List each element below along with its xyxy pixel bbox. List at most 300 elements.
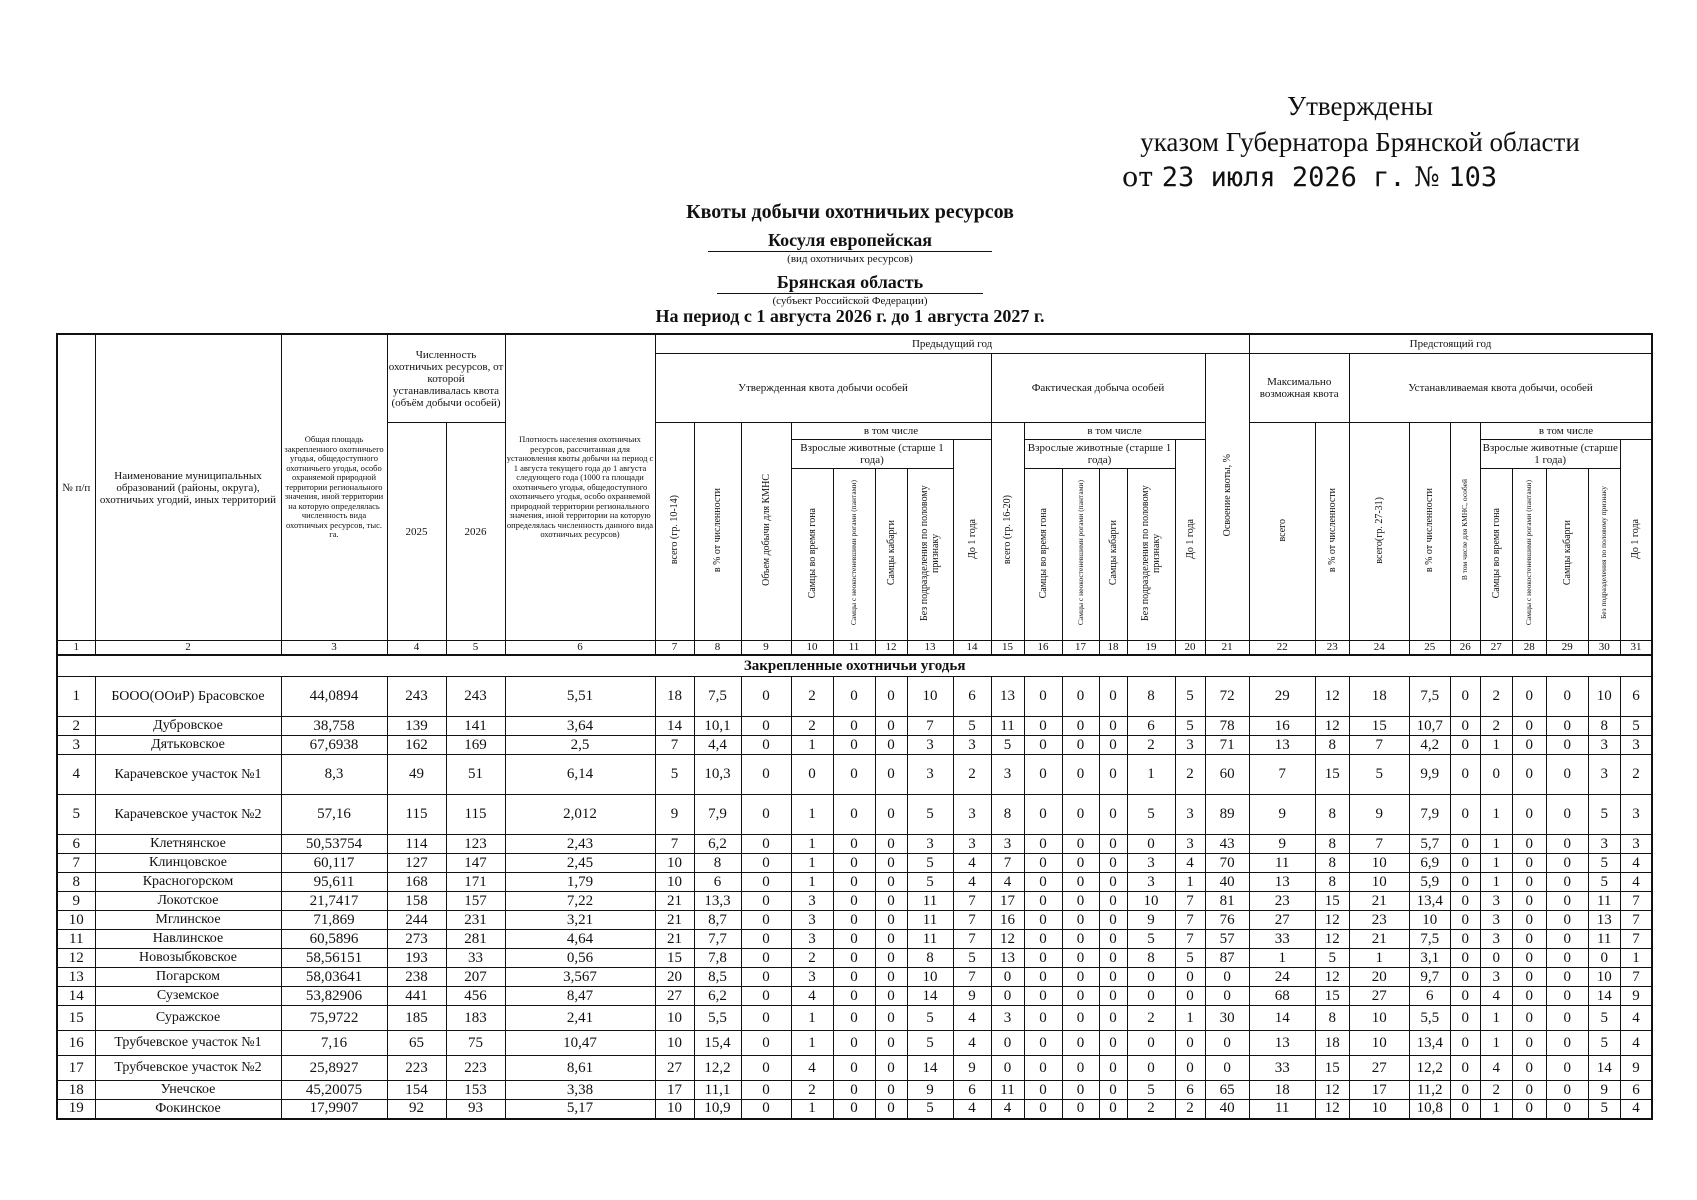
table-cell: 0 xyxy=(875,873,907,892)
table-cell: 9,9 xyxy=(1409,755,1450,795)
table-cell: 1 xyxy=(1480,1100,1512,1119)
table-cell: 0 xyxy=(741,968,791,987)
table-cell: 5 xyxy=(907,795,953,835)
table-cell: 15 xyxy=(1315,755,1349,795)
table-cell: 0 xyxy=(875,911,907,930)
column-number: 13 xyxy=(907,641,953,656)
table-cell: 40 xyxy=(1205,873,1249,892)
table-cell: 75,9722 xyxy=(281,1006,387,1031)
table-cell: 2 xyxy=(1480,1081,1512,1100)
table-row xyxy=(57,1081,1652,1100)
table-cell: 0 xyxy=(1512,795,1546,835)
table-cell: 0 xyxy=(1127,1031,1175,1056)
table-cell: 20 xyxy=(1349,968,1409,987)
table-cell: 5 xyxy=(907,1100,953,1119)
table-cell: 0 xyxy=(1024,873,1062,892)
table-cell: 3 xyxy=(907,736,953,755)
table-cell: 0 xyxy=(1062,892,1099,911)
table-cell: 0 xyxy=(741,795,791,835)
table-cell: 7 xyxy=(1620,892,1652,911)
territory-name: Новозыбковское xyxy=(95,949,281,968)
table-cell: 6 xyxy=(1127,717,1175,736)
col-area: Общая площадь закрепленного охотничьего угодья, общедоступного охотничьего угодья, особо охраняемой природной территории регионального значения, иной территории на которую определялась численность вида охотничьих ресурсов, тыс. га. xyxy=(281,334,387,641)
table-cell: 3,64 xyxy=(505,717,655,736)
table-cell: 0 xyxy=(1512,717,1546,736)
table-cell: 2,012 xyxy=(505,795,655,835)
column-numbers-row xyxy=(57,641,1652,656)
table-cell: 10,9 xyxy=(694,1100,741,1119)
column-number: 7 xyxy=(655,641,694,656)
table-cell: 13,3 xyxy=(694,892,741,911)
table-cell: 8,3 xyxy=(281,755,387,795)
table-cell: 10,7 xyxy=(1409,717,1450,736)
table-cell: 0 xyxy=(1127,1056,1175,1081)
table-cell: 0 xyxy=(1024,1081,1062,1100)
table-cell: 89 xyxy=(1205,795,1249,835)
table-cell: 141 xyxy=(446,717,505,736)
table-cell: 0,56 xyxy=(505,949,655,968)
table-cell: 4 xyxy=(1620,854,1652,873)
table-row xyxy=(57,795,1652,835)
table-cell: 0 xyxy=(1450,755,1480,795)
table-cell: 2 xyxy=(1480,717,1512,736)
table-cell: 9 xyxy=(57,892,95,911)
table-cell: 0 xyxy=(833,1006,875,1031)
table-cell: 0 xyxy=(1546,949,1588,968)
including-prev-quota: в том числе xyxy=(791,423,991,440)
approval-number: 103 xyxy=(1448,162,1498,193)
table-cell: 0 xyxy=(791,755,833,795)
group-set-quota: Устанавливаемая квота добычи, особей xyxy=(1349,354,1652,423)
table-cell: 4,64 xyxy=(505,930,655,949)
table-cell: 115 xyxy=(387,795,446,835)
document-heading xyxy=(660,200,1040,308)
table-cell: 243 xyxy=(387,677,446,717)
table-cell: 0 xyxy=(1546,677,1588,717)
table-cell: 0 xyxy=(1099,1006,1127,1031)
table-cell: 0 xyxy=(875,987,907,1006)
table-cell: 15 xyxy=(57,1006,95,1031)
table-cell: 0 xyxy=(1062,1031,1099,1056)
table-cell: 185 xyxy=(387,1006,446,1031)
table-cell: 7 xyxy=(953,930,991,949)
table-cell: 10,47 xyxy=(505,1031,655,1056)
table-cell: 0 xyxy=(991,987,1024,1006)
table-cell: 11 xyxy=(1588,892,1620,911)
table-cell: 7,8 xyxy=(694,949,741,968)
table-cell: 139 xyxy=(387,717,446,736)
table-cell: 7 xyxy=(953,911,991,930)
table-cell: 18 xyxy=(1249,1081,1315,1100)
table-cell: 7,5 xyxy=(1409,930,1450,949)
table-cell: 51 xyxy=(446,755,505,795)
table-cell: 3 xyxy=(1175,795,1205,835)
table-cell: 7 xyxy=(953,968,991,987)
table-cell: 33 xyxy=(1249,1056,1315,1081)
table-cell: 21 xyxy=(655,911,694,930)
table-cell: 3 xyxy=(791,892,833,911)
table-cell: 57,16 xyxy=(281,795,387,835)
table-cell: 10 xyxy=(655,854,694,873)
table-cell: 4 xyxy=(1620,1006,1652,1031)
table-cell: 19 xyxy=(57,1100,95,1119)
col-total-24: всего(гр. 27-31) xyxy=(1349,423,1409,641)
table-cell: 0 xyxy=(875,717,907,736)
table-cell: 0 xyxy=(833,1100,875,1119)
table-row xyxy=(57,1031,1652,1056)
table-cell: 7 xyxy=(991,854,1024,873)
table-cell: 3 xyxy=(1127,854,1175,873)
column-number: 21 xyxy=(1205,641,1249,656)
table-cell: 11,1 xyxy=(694,1081,741,1100)
table-cell: 5 xyxy=(1620,717,1652,736)
table-row xyxy=(57,1100,1652,1119)
including-next-quota: в том числе xyxy=(1480,423,1652,440)
table-row xyxy=(57,755,1652,795)
table-cell: 2 xyxy=(1620,755,1652,795)
table-cell: 13 xyxy=(991,677,1024,717)
table-cell: 0 xyxy=(1450,949,1480,968)
table-cell: 7 xyxy=(57,854,95,873)
table-cell: 7 xyxy=(1175,892,1205,911)
column-number: 1 xyxy=(57,641,95,656)
table-cell: 3 xyxy=(1620,795,1652,835)
table-cell: 0 xyxy=(1450,1056,1480,1081)
table-cell: 0 xyxy=(1024,1100,1062,1119)
table-cell: 5,51 xyxy=(505,677,655,717)
table-cell: 0 xyxy=(1127,835,1175,854)
table-row xyxy=(57,892,1652,911)
col-quota-use: Освоение квоты, % xyxy=(1205,354,1249,641)
table-cell: 5 xyxy=(57,795,95,835)
table-cell: 33 xyxy=(446,949,505,968)
table-cell: 1 xyxy=(1249,949,1315,968)
table-cell: 7 xyxy=(953,892,991,911)
table-cell: 3 xyxy=(953,736,991,755)
table-cell: 0 xyxy=(1175,1031,1205,1056)
table-cell: 0 xyxy=(1450,892,1480,911)
table-cell: 4 xyxy=(991,1100,1024,1119)
table-cell: 0 xyxy=(741,677,791,717)
table-cell: 5 xyxy=(907,873,953,892)
table-cell: 4 xyxy=(1480,1056,1512,1081)
table-cell: 0 xyxy=(1512,755,1546,795)
table-cell: 10 xyxy=(57,911,95,930)
table-cell: 0 xyxy=(875,835,907,854)
table-cell: 12 xyxy=(991,930,1024,949)
table-cell: 0 xyxy=(1512,892,1546,911)
table-cell: 12 xyxy=(1315,911,1349,930)
table-cell: 13 xyxy=(1249,1031,1315,1056)
resource-type: Косуля европейская xyxy=(708,230,992,252)
table-cell: 0 xyxy=(1546,835,1588,854)
column-number: 9 xyxy=(741,641,791,656)
table-cell: 5 xyxy=(953,717,991,736)
table-cell: 0 xyxy=(1099,892,1127,911)
table-cell: 0 xyxy=(1546,1006,1588,1031)
table-header xyxy=(57,334,1652,655)
col-population: Численность охотничьих ресурсов, от которой устанавливалась квота (объём добычи особей) xyxy=(387,334,505,423)
table-cell: 1 xyxy=(791,795,833,835)
table-cell: 0 xyxy=(1099,968,1127,987)
table-cell: 0 xyxy=(1450,717,1480,736)
table-cell: 49 xyxy=(387,755,446,795)
table-cell: 0 xyxy=(1450,873,1480,892)
table-cell: 114 xyxy=(387,835,446,854)
table-cell: 14 xyxy=(907,987,953,1006)
table-cell: 58,03641 xyxy=(281,968,387,987)
table-cell: 0 xyxy=(1512,835,1546,854)
table-cell: 115 xyxy=(446,795,505,835)
table-cell: 8,7 xyxy=(694,911,741,930)
table-cell: 17 xyxy=(1349,1081,1409,1100)
table-cell: 92 xyxy=(387,1100,446,1119)
table-cell: 0 xyxy=(1099,911,1127,930)
table-cell: 14 xyxy=(57,987,95,1006)
table-cell: 10 xyxy=(655,1006,694,1031)
table-cell: 93 xyxy=(446,1100,505,1119)
table-cell: 0 xyxy=(875,968,907,987)
table-cell: 4 xyxy=(791,987,833,1006)
table-cell: 5,9 xyxy=(1409,873,1450,892)
table-cell: 87 xyxy=(1205,949,1249,968)
table-cell: 0 xyxy=(1062,1100,1099,1119)
table-cell: 13 xyxy=(991,949,1024,968)
column-number: 4 xyxy=(387,641,446,656)
table-cell: 0 xyxy=(833,949,875,968)
table-cell: 9 xyxy=(907,1081,953,1100)
table-cell: 7 xyxy=(1620,930,1652,949)
table-cell: 10 xyxy=(1588,677,1620,717)
territory-name: Клетнянское xyxy=(95,835,281,854)
table-cell: 0 xyxy=(1546,1056,1588,1081)
table-cell: 3 xyxy=(1588,736,1620,755)
table-cell: 0 xyxy=(1024,795,1062,835)
table-cell: 0 xyxy=(875,949,907,968)
col-density: Плотность населения охотничьих ресурсов, рассчитанная для установления квоты добычи на период с 1 августа текущего года до 1 августа следующего года (1000 га площади охотничьего угодья, общедоступного охотничьего угодья, особо охраняемой природной территории регионального значения, иной территории на которую определялась численность данного вида охотничьих ресурсов) xyxy=(505,334,655,641)
table-cell: 6,9 xyxy=(1409,854,1450,873)
region: Брянская область xyxy=(717,272,983,294)
column-number: 10 xyxy=(791,641,833,656)
table-cell: 0 xyxy=(1450,835,1480,854)
table-cell: 11 xyxy=(991,1081,1024,1100)
table-cell: 5 xyxy=(1588,873,1620,892)
col-males-rut-16: Самцы во время гона xyxy=(1024,469,1062,641)
table-cell: 281 xyxy=(446,930,505,949)
territory-name: Навлинское xyxy=(95,930,281,949)
table-cell: 5,5 xyxy=(1409,1006,1450,1031)
table-cell: 0 xyxy=(741,736,791,755)
table-cell: 171 xyxy=(446,873,505,892)
table-cell: 0 xyxy=(875,677,907,717)
table-cell: 10 xyxy=(1588,968,1620,987)
col-kmns-9: Объем добычи для КМНС xyxy=(741,423,791,641)
table-cell: 6 xyxy=(1175,1081,1205,1100)
table-cell: 11 xyxy=(907,892,953,911)
table-cell: 2,45 xyxy=(505,854,655,873)
col-males-antlers-11: Самцы с неокостеневшими рогами (пантами) xyxy=(833,469,875,641)
table-cell: 8 xyxy=(57,873,95,892)
table-cell: 27 xyxy=(1349,1056,1409,1081)
table-cell: 27 xyxy=(655,1056,694,1081)
region-note: (субъект Российской Федерации) xyxy=(772,295,928,307)
table-cell: 0 xyxy=(833,930,875,949)
table-cell: 3 xyxy=(1620,736,1652,755)
column-number: 24 xyxy=(1349,641,1409,656)
table-cell: 0 xyxy=(1205,1056,1249,1081)
table-cell: 0 xyxy=(1024,949,1062,968)
table-cell: 0 xyxy=(1588,949,1620,968)
table-cell: 0 xyxy=(1024,854,1062,873)
table-cell: 9 xyxy=(1588,1081,1620,1100)
table-cell: 15 xyxy=(1315,892,1349,911)
table-cell: 0 xyxy=(1062,1006,1099,1031)
table-cell: 8 xyxy=(1315,736,1349,755)
table-cell: 8 xyxy=(1315,854,1349,873)
column-number: 18 xyxy=(1099,641,1127,656)
table-cell: 2 xyxy=(1175,1100,1205,1119)
table-cell: 15 xyxy=(1315,987,1349,1006)
col-musk-29: Самцы кабарги xyxy=(1546,469,1588,641)
table-cell: 17 xyxy=(991,892,1024,911)
territory-name: Красногорском xyxy=(95,873,281,892)
table-cell: 153 xyxy=(446,1081,505,1100)
table-cell: 231 xyxy=(446,911,505,930)
column-number: 11 xyxy=(833,641,875,656)
column-number: 12 xyxy=(875,641,907,656)
table-cell: 25,8927 xyxy=(281,1056,387,1081)
table-cell: 1 xyxy=(1480,736,1512,755)
table-cell: 2,5 xyxy=(505,736,655,755)
table-cell: 0 xyxy=(1546,873,1588,892)
table-cell: 15 xyxy=(1315,1056,1349,1081)
table-cell: 4 xyxy=(1480,987,1512,1006)
table-cell: 5 xyxy=(1349,755,1409,795)
table-cell: 0 xyxy=(1099,854,1127,873)
table-cell: 10,3 xyxy=(694,755,741,795)
column-number: 31 xyxy=(1620,641,1652,656)
table-cell: 0 xyxy=(1099,987,1127,1006)
group-max-quota: Максимально возможная квота xyxy=(1249,354,1349,423)
table-cell: 0 xyxy=(741,873,791,892)
approval-authority: указом Губернатора Брянской области xyxy=(1140,127,1580,157)
column-number: 2 xyxy=(95,641,281,656)
table-cell: 18 xyxy=(1315,1031,1349,1056)
table-cell: 3,1 xyxy=(1409,949,1450,968)
column-number: 14 xyxy=(953,641,991,656)
table-cell: 0 xyxy=(1546,1100,1588,1119)
table-cell: 0 xyxy=(1546,1081,1588,1100)
col-kmns-26: В том числе для КМНС, особей xyxy=(1450,423,1480,641)
table-cell: 0 xyxy=(1062,1081,1099,1100)
table-cell: 0 xyxy=(1024,717,1062,736)
table-cell: 4 xyxy=(953,1031,991,1056)
table-cell: 2 xyxy=(791,949,833,968)
table-cell: 0 xyxy=(875,1081,907,1100)
table-cell: 9 xyxy=(1620,987,1652,1006)
table-cell: 11,2 xyxy=(1409,1081,1450,1100)
table-cell: 9 xyxy=(953,1056,991,1081)
col-2026: 2026 xyxy=(446,423,505,641)
table-cell: 4 xyxy=(1620,873,1652,892)
table-cell: 75 xyxy=(446,1031,505,1056)
table-cell: 21 xyxy=(1349,892,1409,911)
table-cell: 0 xyxy=(1546,717,1588,736)
table-cell: 4 xyxy=(57,755,95,795)
col-under1-31: До 1 года xyxy=(1620,440,1652,641)
table-cell: 7 xyxy=(1620,968,1652,987)
table-cell: 0 xyxy=(875,755,907,795)
table-cell: 1 xyxy=(57,677,95,717)
table-cell: 5 xyxy=(1315,949,1349,968)
table-cell: 18 xyxy=(1349,677,1409,717)
table-cell: 45,20075 xyxy=(281,1081,387,1100)
territory-name: Суражское xyxy=(95,1006,281,1031)
table-cell: 60,5896 xyxy=(281,930,387,949)
table-cell: 0 xyxy=(1099,677,1127,717)
table-cell: 7 xyxy=(1249,755,1315,795)
table-cell: 3,38 xyxy=(505,1081,655,1100)
table-cell: 0 xyxy=(741,987,791,1006)
table-cell: 3 xyxy=(991,1006,1024,1031)
table-cell: 50,53754 xyxy=(281,835,387,854)
table-cell: 0 xyxy=(1175,1056,1205,1081)
table-cell: 0 xyxy=(1127,987,1175,1006)
table-cell: 0 xyxy=(1062,835,1099,854)
table-row xyxy=(57,835,1652,854)
table-cell: 78 xyxy=(1205,717,1249,736)
territory-name: Унечское xyxy=(95,1081,281,1100)
table-cell: 7 xyxy=(1175,911,1205,930)
table-cell: 0 xyxy=(1062,854,1099,873)
col-nosex-30: Без подразделения по половому признаку xyxy=(1588,469,1620,641)
table-cell: 0 xyxy=(1099,1100,1127,1119)
col-males-rut-27: Самцы во время гона xyxy=(1480,469,1512,641)
table-cell: 0 xyxy=(1062,755,1099,795)
table-cell: 5 xyxy=(1175,717,1205,736)
table-cell: 1 xyxy=(1480,1031,1512,1056)
table-cell: 10 xyxy=(1349,873,1409,892)
table-cell: 65 xyxy=(1205,1081,1249,1100)
table-cell: 2 xyxy=(953,755,991,795)
table-cell: 4 xyxy=(1620,1031,1652,1056)
resource-type-note: (вид охотничьих ресурсов) xyxy=(787,253,913,265)
table-cell: 3 xyxy=(907,835,953,854)
column-number: 8 xyxy=(694,641,741,656)
table-cell: 4,2 xyxy=(1409,736,1450,755)
table-row xyxy=(57,987,1652,1006)
table-cell: 21 xyxy=(655,892,694,911)
table-cell: 16 xyxy=(1249,717,1315,736)
table-cell: 0 xyxy=(875,930,907,949)
table-cell: 17,9907 xyxy=(281,1100,387,1119)
table-cell: 5 xyxy=(655,755,694,795)
group-prev-year: Предыдущий год xyxy=(655,334,1249,354)
table-cell: 0 xyxy=(1062,717,1099,736)
table-cell: 12,2 xyxy=(1409,1056,1450,1081)
column-number: 5 xyxy=(446,641,505,656)
table-cell: 1 xyxy=(1349,949,1409,968)
table-cell: 0 xyxy=(991,1056,1024,1081)
including-harvest: в том числе xyxy=(1024,423,1205,440)
table-cell: 7 xyxy=(655,835,694,854)
table-cell: 18 xyxy=(655,677,694,717)
table-cell: 0 xyxy=(833,1031,875,1056)
table-cell: 10 xyxy=(1349,854,1409,873)
table-cell: 8 xyxy=(694,854,741,873)
table-cell: 5,17 xyxy=(505,1100,655,1119)
table-cell: 169 xyxy=(446,736,505,755)
